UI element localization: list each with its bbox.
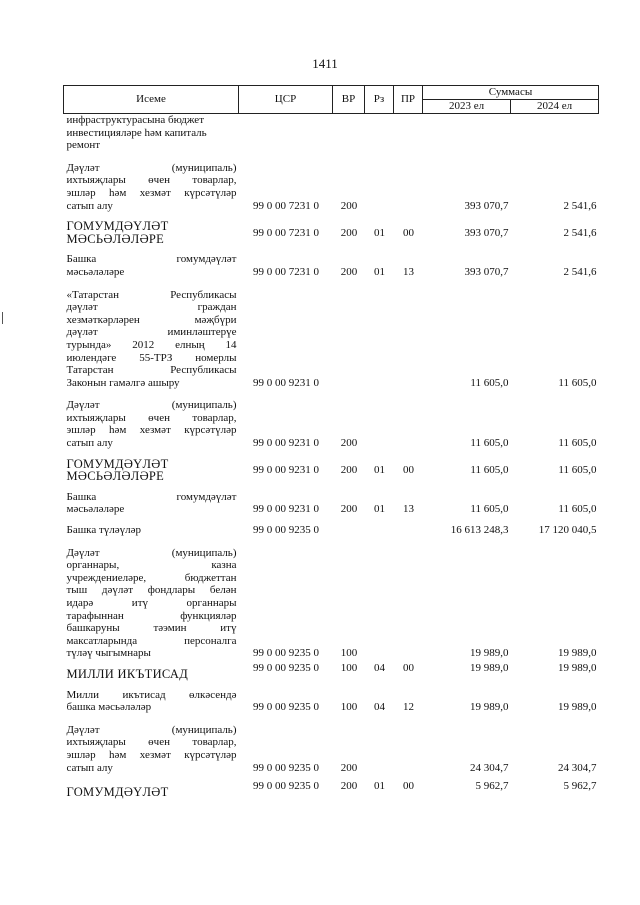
row-name-line: Милли икътисад өлкәсендә	[66, 688, 237, 701]
row-pr: 00	[403, 661, 414, 674]
row-name	[64, 152, 239, 212]
row-name-line: Дәүләт (муниципаль)	[66, 546, 237, 559]
header-name: Исеме	[64, 86, 239, 114]
row-pr: 00	[403, 780, 414, 793]
row-rz	[365, 537, 394, 660]
row-pr: 00	[403, 226, 414, 239]
row-sum-2023: 19 989,0	[470, 647, 509, 660]
header-pr: ПР	[394, 86, 423, 114]
row-sum-2023: 393 070,7	[464, 226, 509, 239]
row-name-line: Законын гамәлгә ашыру	[66, 376, 180, 389]
row-csr: 99 0 00 7231 0	[253, 226, 319, 239]
row-vr	[333, 279, 365, 390]
row-name-line: учреждениеләре, бюджеттан	[66, 571, 237, 584]
row-rz: 01	[374, 780, 385, 793]
row-name	[64, 516, 239, 537]
row-name	[64, 681, 239, 714]
row-name	[64, 483, 239, 516]
row-sum-2024: 11 605,0	[558, 464, 597, 477]
row-pr	[394, 279, 423, 390]
row-vr	[333, 516, 365, 537]
row-sum-2024: 11 605,0	[558, 503, 597, 516]
row-name	[64, 660, 239, 681]
header-vr: ВР	[333, 86, 365, 114]
row-vr: 100	[340, 647, 358, 660]
margin-mark	[2, 312, 3, 324]
row-name-line: тыш дәүләт фондлары белән	[66, 584, 237, 597]
row-csr: 99 0 00 9235 0	[253, 701, 319, 714]
row-sum-2023: 24 304,7	[470, 761, 509, 774]
row-pr: 13	[403, 503, 414, 516]
row-name-line: хезмәткәрләрен мәҗбүри	[66, 313, 237, 326]
row-csr: 99 0 00 7231 0	[253, 265, 319, 278]
budget-table	[63, 85, 599, 799]
row-name	[64, 279, 239, 390]
row-csr: 99 0 00 9231 0	[253, 503, 319, 516]
row-name-line: Башка гомумдәүләт	[66, 490, 237, 503]
row-sum-2023: 393 070,7	[464, 199, 509, 212]
row-name-line: дәүләт иминләштерүе	[66, 326, 237, 339]
row-name-line: ремонт	[66, 139, 101, 152]
section-heading-row	[64, 660, 599, 681]
row-rz	[365, 152, 394, 212]
row-rz: 01	[374, 226, 385, 239]
row-sum-2024: 2 541,6	[563, 265, 597, 278]
row-pr: 13	[403, 265, 414, 278]
table-row	[64, 114, 599, 152]
table-header	[64, 86, 599, 114]
table-row	[64, 516, 599, 537]
row-name-line: органнары, казна	[66, 559, 237, 572]
row-name-line: максатларында персоналга	[66, 634, 237, 647]
header-year-2023: 2023 ел	[423, 100, 511, 114]
row-name-line: ГОМУМДӘҮЛӘТ	[66, 219, 169, 234]
row-sum-2024: 19 989,0	[558, 647, 597, 660]
row-name-line: эшләр һәм хезмәт күрсәтүләр	[66, 748, 237, 761]
row-pr: 00	[403, 464, 414, 477]
row-name-line: ихтыяҗлары өчен товарлар,	[66, 736, 237, 749]
row-csr: 99 0 00 9235 0	[253, 661, 319, 674]
row-csr: 99 0 00 9231 0	[253, 437, 319, 450]
row-pr	[394, 714, 423, 774]
row-name-line: башка мәсьәләләр	[66, 701, 152, 714]
row-vr: 200	[340, 503, 358, 516]
row-name-line: тарафыннан функцияләр	[66, 609, 237, 622]
row-name-line: Дәүләт (муниципаль)	[66, 723, 237, 736]
row-name-line: дәүләт граждан	[66, 301, 237, 314]
row-name-line: МӘСЬӘЛӘЛӘРЕ	[66, 231, 165, 246]
row-sum-2023: 11 605,0	[470, 464, 509, 477]
row-sum-2024: 2 541,6	[563, 226, 597, 239]
row-pr: 12	[403, 701, 414, 714]
row-rz	[365, 114, 394, 152]
header-sums: Суммасы	[423, 86, 599, 100]
row-sum-2023: 11 605,0	[470, 437, 509, 450]
row-sum-2024: 19 989,0	[558, 701, 597, 714]
row-name-line: инфраструктурасына бюджет	[66, 114, 204, 126]
row-rz: 01	[374, 464, 385, 477]
table-row	[64, 681, 599, 714]
row-name-line: башкаруны тәэмин итү	[66, 622, 237, 635]
row-csr: 99 0 00 9235 0	[253, 780, 319, 793]
row-name-line: турында» 2012 елның 14	[66, 338, 237, 351]
row-csr: 99 0 00 7231 0	[253, 199, 319, 212]
row-csr: 99 0 00 9231 0	[253, 464, 319, 477]
row-rz: 04	[374, 701, 385, 714]
row-pr	[394, 152, 423, 212]
row-sum-2024	[511, 114, 599, 152]
table-body	[64, 114, 599, 799]
row-sum-2024: 5 962,7	[563, 780, 597, 793]
header-year-2024: 2024 ел	[511, 100, 599, 114]
row-name-line: эшләр һәм хезмәт күрсәтүләр	[66, 424, 237, 437]
row-vr: 200	[340, 761, 358, 774]
row-name	[64, 537, 239, 660]
row-name-line: ГОМУМДӘҮЛӘТ	[66, 456, 169, 471]
row-rz	[365, 714, 394, 774]
section-heading-row	[64, 450, 599, 483]
row-rz	[365, 279, 394, 390]
table-row	[64, 537, 599, 660]
row-csr: 99 0 00 9235 0	[253, 647, 319, 660]
row-sum-2024: 19 989,0	[558, 661, 597, 674]
row-vr: 100	[340, 661, 358, 674]
table-row	[64, 245, 599, 278]
row-vr: 200	[340, 226, 358, 239]
row-pr	[394, 537, 423, 660]
row-name-line: «Татарстан Республикасы	[66, 288, 237, 301]
row-vr: 200	[340, 464, 358, 477]
row-name-line: мәсьәләләре	[66, 503, 125, 516]
section-heading-row	[64, 212, 599, 245]
row-rz	[365, 389, 394, 449]
row-sum-2023: 16 613 248,3	[450, 524, 509, 537]
row-name	[64, 774, 239, 799]
row-sum-2023: 11 605,0	[470, 376, 509, 389]
row-name-line: сатып алу	[66, 761, 113, 774]
row-name	[64, 450, 239, 483]
row-csr: 99 0 00 9235 0	[253, 524, 319, 537]
row-name	[64, 714, 239, 774]
row-name-line: түләү чыгымнары	[66, 647, 151, 660]
row-rz	[365, 516, 394, 537]
header-csr: ЦСР	[239, 86, 333, 114]
row-name	[64, 389, 239, 449]
row-sum-2024: 11 605,0	[558, 437, 597, 450]
row-vr: 200	[340, 199, 358, 212]
row-csr: 99 0 00 9231 0	[253, 376, 319, 389]
row-name	[64, 212, 239, 245]
row-name-line: ихтыяҗлары өчен товарлар,	[66, 411, 237, 424]
table-row	[64, 389, 599, 449]
row-name-line: ГОМУМДӘҮЛӘТ	[66, 785, 169, 800]
row-vr	[333, 114, 365, 152]
table-row	[64, 279, 599, 390]
row-vr: 200	[340, 780, 358, 793]
row-name-line: Башка түләүләр	[66, 524, 142, 537]
row-name-line: сатып алу	[66, 437, 113, 450]
page-number: 1411	[312, 56, 338, 71]
row-csr	[239, 114, 333, 152]
row-sum-2023: 5 962,7	[475, 780, 509, 793]
row-name-line: МИЛЛИ ИКЪТИСАД	[66, 666, 189, 681]
row-name	[64, 245, 239, 278]
row-rz: 01	[374, 503, 385, 516]
table-row	[64, 714, 599, 774]
row-name-line: инвестицияләре һәм капиталь	[66, 126, 207, 139]
row-vr: 200	[340, 265, 358, 278]
row-name-line: ихтыяҗлары өчен товарлар,	[66, 174, 237, 187]
row-sum-2023: 393 070,7	[464, 265, 509, 278]
row-name-line: МӘСЬӘЛӘЛӘРЕ	[66, 469, 165, 484]
row-name-line: июлендәге 55-ТРЗ номерлы	[66, 351, 237, 364]
row-csr: 99 0 00 9235 0	[253, 761, 319, 774]
row-name-line: Татарстан Республикасы	[66, 364, 237, 377]
row-rz: 04	[374, 661, 385, 674]
table-row	[64, 483, 599, 516]
row-sum-2024: 11 605,0	[558, 376, 597, 389]
row-vr: 100	[340, 701, 358, 714]
table-row	[64, 152, 599, 212]
row-name-line: идарә итү органнары	[66, 597, 237, 609]
section-heading-row	[64, 774, 599, 799]
row-pr	[394, 114, 423, 152]
row-name-line: мәсьәләләре	[66, 265, 125, 278]
row-sum-2023: 11 605,0	[470, 503, 509, 516]
row-rz: 01	[374, 265, 385, 278]
row-pr	[394, 389, 423, 449]
row-name-line: Дәүләт (муниципаль)	[66, 161, 237, 174]
row-name-line: Дәүләт (муниципаль)	[66, 399, 237, 412]
row-pr	[394, 516, 423, 537]
row-sum-2023: 19 989,0	[470, 661, 509, 674]
row-name-line: эшләр һәм хезмәт күрсәтүләр	[66, 186, 237, 199]
row-sum-2023: 19 989,0	[470, 701, 509, 714]
row-name	[64, 114, 239, 152]
row-sum-2024: 24 304,7	[558, 761, 597, 774]
row-name-line: Башка гомумдәүләт	[66, 253, 237, 266]
row-sum-2023	[423, 114, 511, 152]
row-sum-2024: 17 120 040,5	[538, 524, 597, 537]
header-rz: Рз	[365, 86, 394, 114]
row-sum-2024: 2 541,6	[563, 199, 597, 212]
row-name-line: сатып алу	[66, 199, 113, 212]
row-vr: 200	[340, 437, 358, 450]
